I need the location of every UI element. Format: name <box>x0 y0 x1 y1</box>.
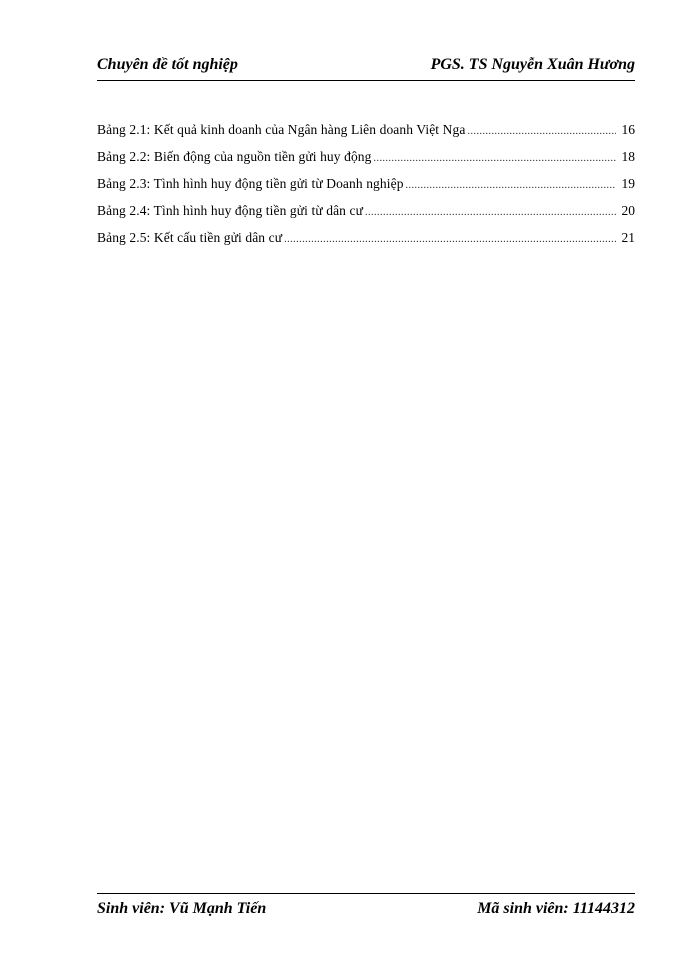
toc-entry-label: Bảng 2.1: Kết quả kinh doanh của Ngân hàng Liên doanh Việt Nga <box>97 122 466 137</box>
toc-entry <box>97 174 635 201</box>
toc-dot-leader <box>467 122 615 142</box>
page-header <box>97 54 635 81</box>
header-supervisor: PGS. TS Nguyễn Xuân Hương <box>430 56 635 73</box>
header-title: Chuyên đề tốt nghiệp <box>97 56 238 73</box>
toc-entry-label: Bảng 2.3: Tình hình huy động tiền gửi từ Doanh nghiệp <box>97 176 404 191</box>
toc-entry-page: 19 <box>621 176 635 191</box>
toc-entry <box>97 147 635 174</box>
toc-entry-label: Bảng 2.2: Biến động của nguồn tiền gửi huy động <box>97 149 372 164</box>
page-footer <box>97 893 635 920</box>
toc-entry <box>97 201 635 228</box>
toc-entry-page: 18 <box>621 149 635 164</box>
toc-dot-leader <box>284 230 615 250</box>
toc-dot-leader <box>374 149 616 169</box>
toc-dot-leader <box>365 203 615 223</box>
footer-student-id: Mã sinh viên: 11144312 <box>477 900 635 917</box>
toc-entry <box>97 120 635 147</box>
toc-entry-label: Bảng 2.5: Kết cấu tiền gửi dân cư <box>97 230 283 245</box>
toc-entry-page: 21 <box>621 230 635 245</box>
toc-entry <box>97 228 635 255</box>
table-of-contents <box>97 120 635 255</box>
toc-entry-page: 20 <box>621 203 635 218</box>
toc-entry-page: 16 <box>621 122 635 137</box>
footer-student-name: Sinh viên: Vũ Mạnh Tiến <box>97 900 267 917</box>
toc-entry-label: Bảng 2.4: Tình hình huy động tiền gửi từ dân cư <box>97 203 364 218</box>
toc-dot-leader <box>406 176 616 196</box>
